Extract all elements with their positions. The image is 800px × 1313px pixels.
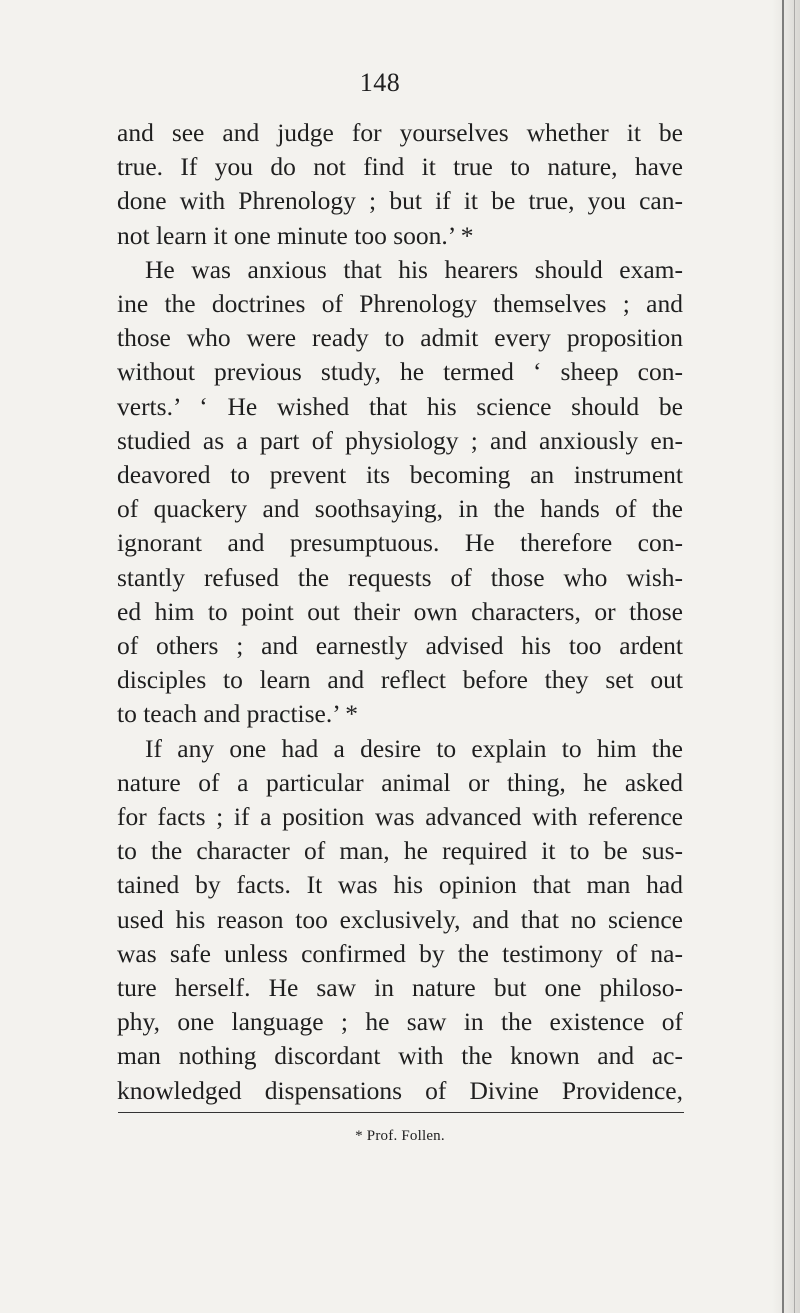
text-line: tained by facts. It was his opinion that man had — [117, 870, 683, 900]
text-line: man nothing discordant with the known and ac- — [117, 1041, 683, 1071]
text-line: verts.’ ‘ He wished that his science should be — [117, 391, 683, 421]
text-line: done with Phrenology ; but if it be true, you can- — [117, 186, 683, 216]
text-line: and see and judge for yourselves whether it be — [117, 118, 683, 147]
text-line: If any one had a desire to explain to him the — [145, 733, 683, 763]
text-line: disciples to learn and reflect before they set out — [117, 665, 683, 695]
page-number: 148 — [359, 68, 401, 97]
text-line: true. If you do not find it true to nature, have — [117, 152, 683, 182]
text-line: ine the doctrines of Phrenology themselves ; and — [117, 289, 683, 319]
text-line: for facts ; if a position was advanced with reference — [117, 802, 683, 832]
text-line: not learn it one minute too soon.’ * — [117, 220, 474, 250]
text-line: phy, one language ; he saw in the existence of — [117, 1007, 683, 1037]
text-line: ignorant and presumptuous. He therefore con- — [117, 528, 683, 558]
body-text — [117, 116, 683, 1108]
text-line: to the character of man, he required it to be sus- — [117, 836, 683, 866]
text-line: studied as a part of physiology ; and anxiously en- — [117, 425, 683, 455]
text-line: knowledged dispensations of Divine Providence, — [117, 1075, 683, 1105]
footnote: * Prof. Follen. — [355, 1128, 445, 1144]
text-line: nature of a particular animal or thing, he asked — [117, 767, 683, 797]
footnote-rule — [118, 1112, 684, 1113]
text-line: of quackery and soothsaying, in the hands of the — [117, 494, 683, 524]
text-line: was safe unless confirmed by the testimony of na- — [117, 938, 683, 968]
text-line: of others ; and earnestly advised his too ardent — [117, 631, 683, 661]
text-line: to teach and practise.’ * — [117, 699, 358, 729]
page-edge — [772, 0, 800, 1313]
text-line: deavored to prevent its becoming an instrument — [117, 460, 683, 490]
text-line: without previous study, he termed ‘ sheep con- — [117, 357, 683, 387]
text-line: stantly refused the requests of those who wish- — [117, 562, 683, 592]
text-line: those who were ready to admit every proposition — [117, 323, 683, 353]
text-line: used his reason too exclusively, and that no science — [117, 904, 683, 934]
text-line: ed him to point out their own characters, or those — [117, 596, 683, 626]
text-line: He was anxious that his hearers should exam- — [145, 254, 683, 284]
text-line: ture herself. He saw in nature but one philoso- — [117, 973, 683, 1003]
